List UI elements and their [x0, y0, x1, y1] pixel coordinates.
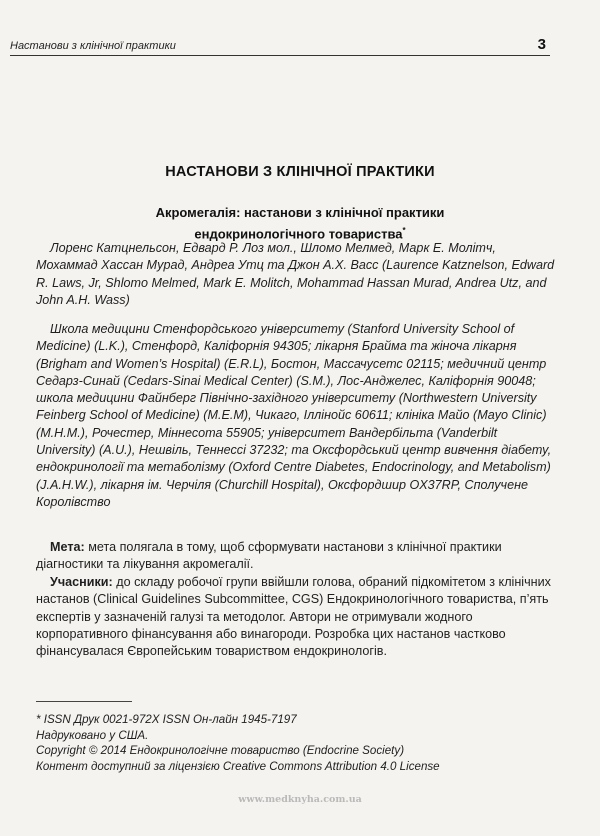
aim-text: мета полягала в тому, щоб сформувати настанови з клінічної практики діагностики та лікування акромегалії.: [36, 540, 502, 572]
footnote-license: Контент доступний за ліцензією Creative Commons Attribution 4.0 License: [36, 759, 440, 773]
footnote-issn: * ISSN Друк 0021-972X ISSN Он-лайн 1945-7197: [36, 713, 297, 726]
running-head: Настанови з клінічної практики: [10, 40, 176, 52]
article-title-line1: Акромегалія: настанови з клінічної практики: [155, 205, 445, 220]
page-number: 3: [537, 36, 546, 53]
page-header: [10, 38, 550, 56]
footnote-printed: Надруковано у США.: [36, 728, 149, 742]
authors-text: Лоренс Катцнельсон, Едвард Р. Лоз мол., Шломо Мелмед, Марк Е. Молітч, Мохаммад Хассан Мурад, Андреа Утц та Джон А.Х. Васс (Laurence Katznelson, Edward R. Laws, Jr, Shlomo Melmed, Mark E. Molitch, Mohammad Hassan Murad, Andrea Utz, and John A.H. Wass): [36, 241, 555, 307]
affiliations: [36, 321, 556, 511]
affiliations-text: Школа медицини Стенфордського університету (Stanford University School of Medicine) (L.K.), Стенфорд, Каліфорнія 94305; лікарня Брайма та жіноча лікарня (Brigham and Women’s Hospital) (E.R.L), Бостон, Массачусетс 02115; медичний центр Седарз-Синай (Cedars-Sinai Medical Center) (S.M.), Лос-Анджелес, Каліфорнія 90048; школа медицини Файнберг Північно-західного університету (Northwestern University Feinberg School of Medicine) (M.E.M), Чикаго, Іллінойс 60611; клініка Майо (Mayo Clinic) (M.H.M.), Рочестер, Міннесота 55905; університет Вандербільта (Vanderbilt University) (A.U.), Нешвіль, Теннессі 37232; та Оксфордський центр вивчення діабету, ендокринології та метаболізму (Oxford Centre Diabetes, Endocrinology, and Metabolism) (J.A.H.W.), лікарня ім. Черчіля (Churchill Hospital), Оксфордшир OX37RP, Сполучене Королівство: [36, 322, 552, 509]
header-rule: [10, 55, 550, 56]
participants-text: до складу робочої групи ввійшли голова, обраний підкомітетом з клінічних настанов (Clinical Guidelines Subcommittee, CGS) Ендокринологічного товариства, п’ять експертів у зазначеній галузі та методолог. Автори не отримували жодного корпоративного фінансування або винагороди. Розробка цих настанов частково фінансувалася Європейським товариством ендокринологів.: [36, 575, 551, 659]
section-title: НАСТАНОВИ З КЛІНІЧНОЇ ПРАКТИКИ: [165, 164, 435, 180]
footnote-copyright: Copyright © 2014 Ендокринологічне товариство (Endocrine Society): [36, 744, 405, 757]
aim-paragraph: [36, 539, 556, 574]
participants-paragraph: [36, 574, 556, 660]
article-title-line2: ендокринологічного товариства: [194, 226, 403, 242]
authors: [36, 240, 556, 309]
footnote: [36, 712, 576, 774]
aim-label: Мета:: [50, 540, 85, 554]
participants-label: Учасники:: [50, 575, 113, 589]
article-title: [20, 204, 580, 243]
footnote-rule: [36, 701, 132, 702]
footnote-marker: *: [402, 226, 406, 235]
watermark: www.medknyha.com.ua: [238, 794, 362, 805]
